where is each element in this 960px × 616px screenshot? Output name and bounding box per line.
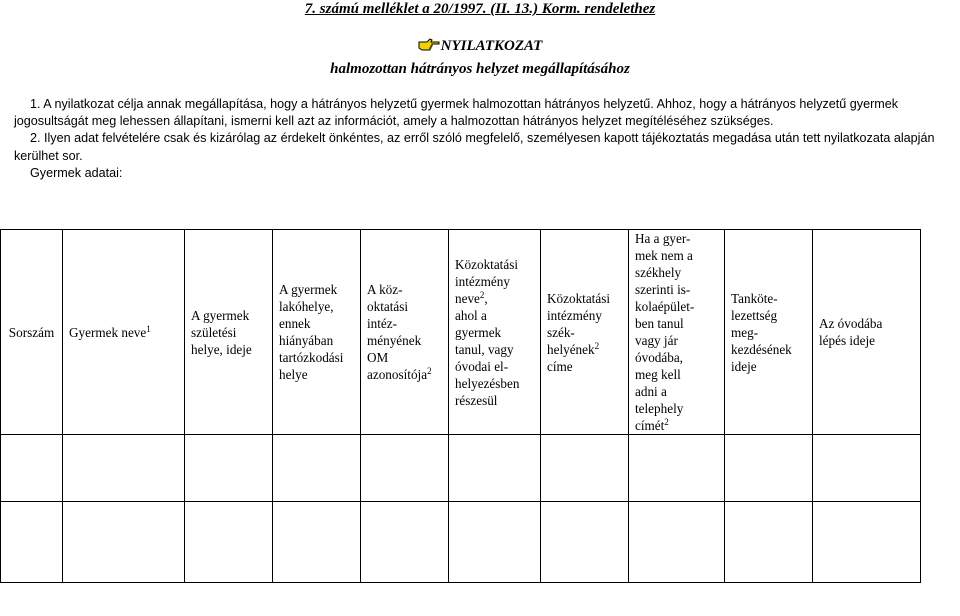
column-header-line: meg-: [731, 324, 759, 340]
column-header-line: lezettség: [731, 307, 778, 323]
table-cell[interactable]: [63, 502, 185, 583]
paragraph-purpose: 1. A nyilatkozat célja annak megállapítása, hogy a hátrányos helyzetű gyermek halmozottan hátrányos helyzetű. Ahhoz, hogy a hátrányos helyzetű gyermek jogosultságát meg lehessen állapítani, ismerni kell azt az információt, amely a halmozottan hátrányos helyzet megítéléséhez szükséges.: [14, 97, 899, 129]
table-cell[interactable]: [725, 502, 813, 583]
column-header: [541, 230, 629, 435]
column-header: Közoktatási intézmény neve$^2$, ahol a gyermek tanul, vagy óvodai el- helyezésben részesül: [449, 230, 541, 435]
paragraph-consent: 2. Ilyen adat felvételére csak és kizárólag az érdekelt önkéntes, az erről szóló megfelelő, személyesen kapott tájékoztatás megadása után tett nyilatkozata alapján kerülhet sor.: [14, 131, 935, 163]
column-header-line: hiányában: [279, 333, 334, 348]
column-header-line: szék-: [547, 324, 575, 340]
table-cell[interactable]: [813, 502, 921, 583]
table-cell[interactable]: [449, 435, 541, 502]
child-data-table: [0, 229, 921, 583]
table-cell[interactable]: [185, 502, 273, 583]
column-header-line: székhely: [635, 265, 682, 280]
column-header-line: ményének: [367, 333, 422, 348]
column-header-line: lépés ideje: [819, 333, 876, 348]
column-header-line: tanul, vagy: [455, 341, 514, 357]
pointing-hand-icon: [418, 37, 440, 58]
column-header-line: oktatási: [367, 299, 409, 314]
table-cell[interactable]: [273, 435, 361, 502]
table-cell[interactable]: [361, 502, 449, 583]
table-cell[interactable]: [813, 435, 921, 502]
child-data-label: Gyermek adatai:: [30, 165, 123, 180]
column-header-line: címét: [635, 418, 665, 433]
table-cell[interactable]: [1, 502, 63, 583]
column-header-line: A gyermek: [191, 307, 250, 323]
column-header-line: adni a: [635, 384, 667, 399]
table-cell[interactable]: [541, 435, 629, 502]
column-header-line: részesül: [455, 392, 498, 408]
column-header-line: helye, ideje: [191, 341, 252, 357]
table-cell[interactable]: [629, 502, 725, 583]
intro-text: [14, 96, 960, 182]
column-header-line: intéz-: [367, 316, 398, 331]
column-header-line: szerinti is-: [635, 282, 691, 297]
column-header-line: telephely: [635, 401, 684, 416]
column-header-line: címe: [547, 358, 573, 374]
column-header-line: ennek: [279, 316, 311, 331]
footnote-marker: 2: [664, 417, 669, 427]
footnote-marker: 2: [427, 366, 432, 376]
column-header-line: ideje: [731, 358, 757, 374]
column-header-line: A gyermek: [279, 282, 338, 297]
footnote-marker: 1: [146, 323, 151, 334]
column-header: [725, 230, 813, 435]
table-cell[interactable]: [1, 435, 63, 502]
column-header: [273, 230, 361, 435]
column-header-line: Tanköte-: [731, 290, 778, 306]
column-header-line: neve: [455, 290, 480, 306]
column-header-line: születési: [191, 324, 237, 340]
column-header-line: Gyermek neve: [69, 324, 147, 340]
footnote-marker: 2: [479, 289, 485, 300]
column-header-line: óvodai el-: [455, 358, 509, 374]
column-header-line: helyezésben: [455, 375, 520, 391]
legal-reference-heading: 7. számú melléklet a 20/1997. (II. 13.) Korm. rendelethez: [304, 1, 656, 17]
column-header-line: Ha a gyer-: [635, 231, 691, 246]
table-header-row: [1, 230, 921, 435]
column-header-line: tartózkodási: [279, 350, 344, 365]
column-header-line: azonosítója: [367, 367, 428, 382]
column-header-line: lakóhelye,: [279, 299, 334, 314]
footnote-marker: 2: [594, 340, 600, 351]
declaration-title: NYILATKOZAT: [440, 38, 543, 54]
table-cell[interactable]: [185, 435, 273, 502]
column-header-line: Közoktatási: [455, 256, 518, 272]
column-header: [63, 230, 185, 435]
column-header-line: ahol a: [455, 307, 487, 323]
column-header-line: meg kell: [635, 367, 681, 382]
column-header: [1, 230, 63, 435]
column-header-line: Sorszám: [8, 324, 55, 340]
table-cell[interactable]: [449, 502, 541, 583]
column-header-line: óvodába,: [635, 350, 683, 365]
column-header-line: vagy jár: [635, 333, 678, 348]
table-cell[interactable]: [63, 435, 185, 502]
column-header-line: kezdésének: [731, 341, 792, 357]
column-header: [185, 230, 273, 435]
column-header-line: intézmény: [455, 273, 510, 289]
column-header-line: Közoktatási: [547, 290, 610, 306]
table-cell[interactable]: [725, 435, 813, 502]
column-header-line: gyermek: [455, 324, 502, 340]
column-header-line: helyének: [547, 341, 595, 357]
column-header-line: ben tanul: [635, 316, 684, 331]
table-cell[interactable]: [273, 502, 361, 583]
table-cell[interactable]: [361, 435, 449, 502]
column-header-line: intézmény: [547, 307, 602, 323]
column-header: [361, 230, 449, 435]
column-header-line: mek nem a: [635, 248, 693, 263]
column-header: [629, 230, 725, 435]
column-header-line: OM: [367, 350, 389, 365]
table-row: [1, 502, 921, 583]
table-cell[interactable]: [541, 502, 629, 583]
table-cell[interactable]: [629, 435, 725, 502]
column-header: [813, 230, 921, 435]
column-header-line: kolaépület-: [635, 299, 695, 314]
declaration-title-line: [0, 37, 960, 58]
column-header-line: helye: [279, 367, 308, 382]
declaration-subtitle: halmozottan hátrányos helyzet megállapításához: [330, 61, 630, 77]
column-header-line: Az óvodába: [819, 316, 883, 331]
column-header-line: A köz-: [367, 282, 403, 297]
table-row: [1, 435, 921, 502]
